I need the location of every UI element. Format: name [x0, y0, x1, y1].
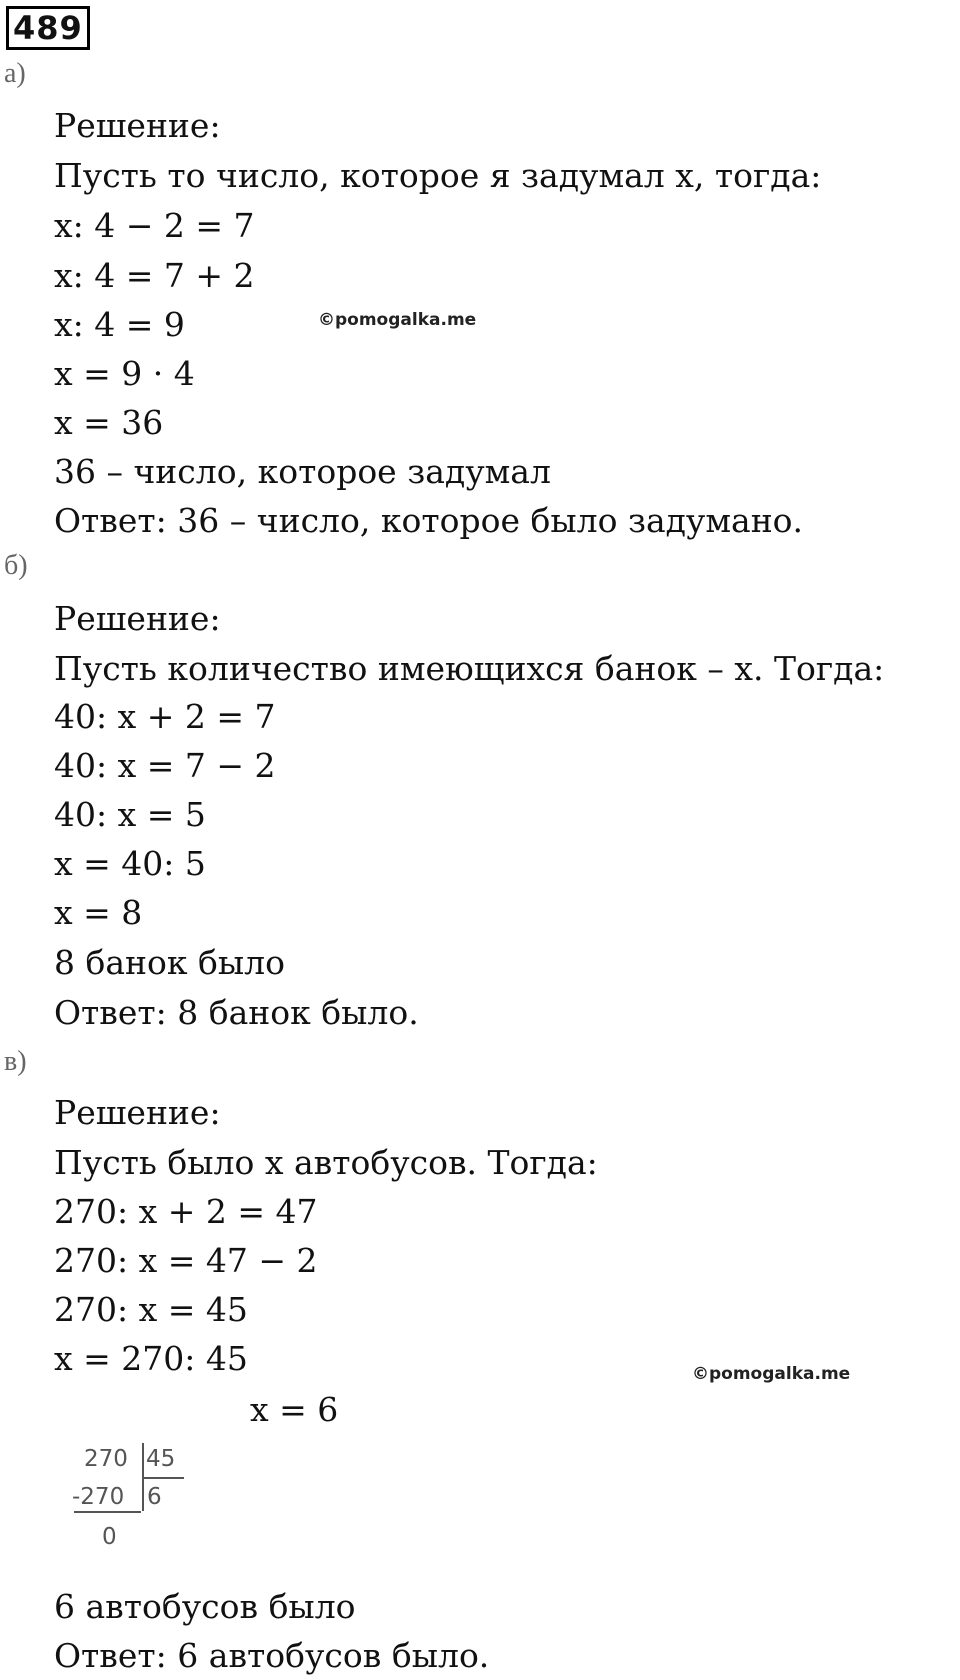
- part-a-line: x: 4 = 9: [54, 305, 185, 344]
- part-b-line: x = 8: [54, 893, 143, 932]
- part-b-line: Пусть количество имеющихся банок – x. Тогда:: [54, 649, 885, 688]
- part-b-line: Ответ: 8 банок было.: [54, 993, 419, 1032]
- part-a-line: x = 36: [54, 403, 164, 442]
- part-b-line: 40: x + 2 = 7: [54, 697, 276, 736]
- part-b-label: б): [4, 550, 28, 581]
- part-b-line: 40: x = 5: [54, 795, 206, 834]
- part-c-line: 270: x = 45: [54, 1290, 248, 1329]
- task-number: 489: [6, 6, 90, 50]
- part-a-label: а): [4, 58, 26, 89]
- part-b-line: 8 банок было: [54, 943, 285, 982]
- part-c-label: в): [4, 1046, 27, 1077]
- division-remainder: 0: [102, 1524, 117, 1550]
- part-c-line: 6 автобусов было: [54, 1587, 356, 1626]
- part-a-line: x: 4 − 2 = 7: [54, 206, 255, 245]
- part-b-line: Решение:: [54, 599, 221, 638]
- part-b-line: 40: x = 7 − 2: [54, 746, 276, 785]
- division-subtracted: -270: [72, 1484, 125, 1510]
- division-underline: [74, 1511, 141, 1513]
- part-a-line: Пусть то число, которое я задумал x, тогда:: [54, 156, 822, 195]
- part-a-line: x: 4 = 7 + 2: [54, 256, 255, 295]
- part-b-line: x = 40: 5: [54, 844, 206, 883]
- part-c-line: 270: x = 47 − 2: [54, 1241, 318, 1280]
- part-c-line: Решение:: [54, 1093, 221, 1132]
- part-a-line: 36 – число, которое задумал: [54, 452, 551, 491]
- watermark: ©pomogalka.me: [692, 1364, 851, 1384]
- part-a-line: Ответ: 36 – число, которое было задумано.: [54, 501, 804, 540]
- part-c-line: x = 270: 45: [54, 1339, 248, 1378]
- part-a-line: x = 9 · 4: [54, 354, 195, 393]
- watermark: ©pomogalka.me: [318, 310, 477, 330]
- part-c-line: 270: x + 2 = 47: [54, 1192, 318, 1231]
- division-horizontal-line: [142, 1477, 184, 1479]
- part-c-line: x = 6: [250, 1390, 339, 1429]
- division-dividend: 270: [84, 1446, 128, 1472]
- division-quotient: 6: [147, 1484, 162, 1510]
- division-divisor: 45: [146, 1446, 176, 1472]
- part-c-line: Пусть было x автобусов. Тогда:: [54, 1143, 598, 1182]
- part-c-line: Ответ: 6 автобусов было.: [54, 1636, 490, 1675]
- part-a-line: Решение:: [54, 106, 221, 145]
